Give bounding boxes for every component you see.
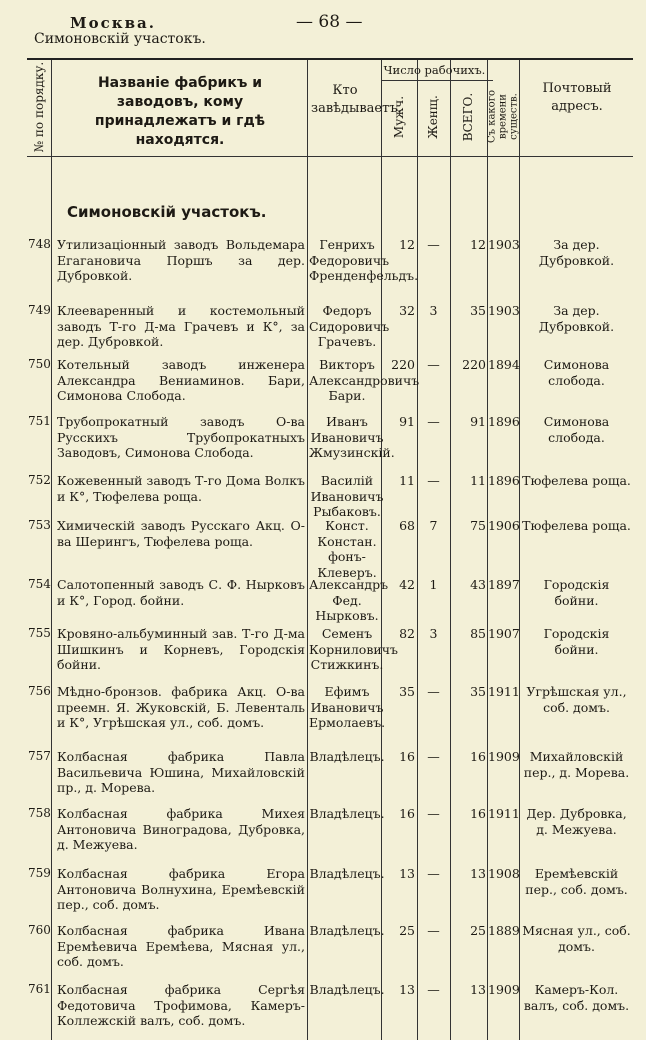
women-count: — [427, 866, 440, 881]
men-count: 91 [399, 414, 415, 429]
men-count: 16 [399, 749, 415, 764]
total-count: 13 [470, 982, 486, 997]
row-number: 753 [28, 518, 51, 532]
founded-year: 1889 [488, 923, 520, 938]
founded-year: 1909 [488, 749, 520, 764]
postal-address: Симонова слобода. [543, 414, 610, 445]
factory-name: Колбасная фабрика Егора Антоновича Волнухина, Еремѣевскiй пер., соб. домъ. [57, 866, 305, 912]
women-count: — [427, 982, 440, 997]
women-count: — [427, 473, 440, 488]
postal-address: Дер. Дубровка, д. Межуева. [526, 806, 627, 837]
manager-name: Владѣлецъ. [309, 806, 385, 821]
row-number: 752 [28, 473, 51, 487]
factory-name: Колбасная фабрика Ивана Еремѣевича Еремѣева, Мясная ул., соб. домъ. [57, 923, 305, 969]
col-header-since: Съ какого времени существ. [486, 90, 520, 143]
total-count: 85 [470, 626, 486, 641]
workers-header-rule [381, 80, 493, 81]
postal-address: Тюфелева роща. [522, 473, 631, 488]
col-header-name: Названiе фабрикъ и заводовъ, кому принадлежатъ и гдѣ находятся. [94, 75, 266, 148]
total-count: 91 [470, 414, 486, 429]
manager-name: Федоръ Сидоровичъ Грачевъ. [309, 303, 390, 349]
postal-address: Тюфелева роща. [522, 518, 631, 533]
col-header-women: Женщ. [426, 95, 440, 139]
women-count: 1 [429, 577, 438, 592]
factory-name: Колбасная фабрика Сергѣя Федотовича Трофимова, Камеръ-Коллежскiй валъ, соб. домъ. [57, 982, 305, 1028]
row-number: 751 [28, 414, 51, 428]
section-title: Симоновскiй участокъ. [67, 203, 267, 221]
col-divider [417, 60, 418, 1040]
men-count: 12 [399, 237, 415, 252]
manager-name: Александръ Фед. Нырковъ. [309, 577, 389, 623]
women-count: — [427, 357, 440, 372]
men-count: 68 [399, 518, 415, 533]
women-count: 7 [429, 518, 438, 533]
row-number: 748 [28, 237, 51, 251]
factory-name: Химическiй заводъ Русскаго Акц. О-ва Шерингъ, Тюфелева роща. [57, 518, 305, 549]
men-count: 25 [399, 923, 415, 938]
factory-name: Кожевенный заводъ Т-го Дома Волкъ и К°, Тюфелева роща. [57, 473, 305, 504]
factory-name: Салотопенный заводъ С. Ф. Нырковъ и К°, Город. бойни. [57, 577, 305, 608]
row-number: 759 [28, 866, 51, 880]
factory-name: Колбасная фабрика Михея Антоновича Виноградова, Дубровка, д. Межуева. [57, 806, 305, 852]
header-rule [27, 156, 633, 157]
postal-address: За дер. Дубровкой. [538, 237, 615, 268]
men-count: 32 [399, 303, 415, 318]
founded-year: 1909 [488, 982, 520, 997]
manager-name: Генрихъ Федоровичъ Френденфельдъ. [309, 237, 419, 283]
women-count: — [427, 806, 440, 821]
total-count: 16 [470, 806, 486, 821]
header-district: Симоновскiй участокъ. [34, 31, 206, 47]
row-number: 758 [28, 806, 51, 820]
col-header-num: № по порядку. [32, 61, 46, 153]
founded-year: 1894 [488, 357, 520, 372]
directory-table [27, 58, 633, 1040]
total-count: 35 [470, 684, 486, 699]
manager-name: Семенъ Корниловичъ Стижкинъ. [309, 626, 398, 672]
factory-name: Кровяно-альбуминный зав. Т-го Д-ма Шишкинъ и Корневъ, Городскiя бойни. [57, 626, 305, 672]
men-count: 11 [399, 473, 415, 488]
postal-address: Камеръ-Кол. валъ, соб. домъ. [523, 982, 630, 1013]
total-count: 16 [470, 749, 486, 764]
manager-name: Ефимъ Ивановичъ Ермолаевъ. [309, 684, 386, 730]
col-divider [487, 60, 488, 1040]
founded-year: 1896 [488, 473, 520, 488]
women-count: — [427, 684, 440, 699]
row-number: 749 [28, 303, 51, 317]
postal-address: Еремѣевскiй пер., соб. домъ. [525, 866, 628, 897]
men-count: 16 [399, 806, 415, 821]
manager-name: Викторъ Александровичъ Бари. [309, 357, 420, 403]
factory-name: Мѣдно-бронзов. фабрика Акц. О-ва преемн. Я. Жуковскiй, Б. Левенталь и К°, Угрѣшская ул., соб. домъ. [57, 684, 305, 730]
men-count: 42 [399, 577, 415, 592]
men-count: 13 [399, 982, 415, 997]
founded-year: 1906 [488, 518, 520, 533]
col-divider [51, 60, 52, 1040]
manager-name: Владѣлецъ. [309, 923, 385, 938]
total-count: 220 [462, 357, 486, 372]
women-count: 3 [429, 626, 438, 641]
col-header-men: Мужч. [392, 95, 406, 139]
manager-name: Конст. Констан. фонъ-Клеверъ. [317, 518, 377, 580]
row-number: 760 [28, 923, 51, 937]
postal-address: Городскiя бойни. [543, 626, 610, 657]
total-count: 43 [470, 577, 486, 592]
founded-year: 1911 [488, 684, 520, 699]
women-count: — [427, 749, 440, 764]
manager-name: Владѣлецъ. [309, 749, 385, 764]
factory-name: Клееваренный и костемольный заводъ Т-го Д-ма Грачевъ и К°, за дер. Дубровкой. [57, 303, 305, 349]
founded-year: 1911 [488, 806, 520, 821]
founded-year: 1907 [488, 626, 520, 641]
total-count: 35 [470, 303, 486, 318]
col-divider [307, 60, 308, 1040]
header-city: Москва. [70, 14, 156, 32]
factory-name: Котельный заводъ инженера Александра Вениаминов. Бари, Симонова Слобода. [57, 357, 305, 403]
total-count: 13 [470, 866, 486, 881]
row-number: 757 [28, 749, 51, 763]
postal-address: Михайловскiй пер., д. Морева. [523, 749, 630, 780]
women-count: 3 [429, 303, 438, 318]
row-number: 755 [28, 626, 51, 640]
manager-name: Василiй Ивановичъ Рыбаковъ. [310, 473, 384, 519]
men-count: 35 [399, 684, 415, 699]
col-header-manager: Кто завѣдываетъ. [311, 83, 402, 116]
men-count: 82 [399, 626, 415, 641]
founded-year: 1896 [488, 414, 520, 429]
postal-address: Мясная ул., соб. домъ. [522, 923, 631, 954]
founded-year: 1897 [488, 577, 520, 592]
total-count: 12 [470, 237, 486, 252]
postal-address: Симонова слобода. [543, 357, 610, 388]
row-number: 756 [28, 684, 51, 698]
total-count: 11 [470, 473, 486, 488]
postal-address: Угрѣшская ул., соб. домъ. [526, 684, 627, 715]
total-count: 75 [470, 518, 486, 533]
postal-address: Городскiя бойни. [543, 577, 610, 608]
women-count: — [427, 923, 440, 938]
col-header-workers: Число рабочихъ. [383, 63, 486, 77]
manager-name: Владѣлецъ. [309, 982, 385, 997]
col-header-address: Почтовый адресъ. [542, 81, 612, 114]
founded-year: 1908 [488, 866, 520, 881]
founded-year: 1903 [488, 303, 520, 318]
col-divider [450, 60, 451, 1040]
factory-name: Колбасная фабрика Павла Васильевича Юшина, Михайловскiй пр., д. Морева. [57, 749, 305, 795]
women-count: — [427, 414, 440, 429]
founded-year: 1903 [488, 237, 520, 252]
row-number: 754 [28, 577, 51, 591]
postal-address: За дер. Дубровкой. [538, 303, 615, 334]
row-number: 761 [28, 982, 51, 996]
total-count: 25 [470, 923, 486, 938]
manager-name: Иванъ Ивановичъ Жмузинскiй. [309, 414, 395, 460]
women-count: — [427, 237, 440, 252]
men-count: 13 [399, 866, 415, 881]
manager-name: Владѣлецъ. [309, 866, 385, 881]
factory-name: Утилизацiонный заводъ Вольдемара Егагановича Поршъ за дер. Дубровкой. [57, 237, 305, 283]
page-number: — 68 — [296, 12, 363, 32]
men-count: 220 [391, 357, 415, 372]
factory-name: Трубопрокатный заводъ О-ва Русскихъ Трубопрокатныхъ Заводовъ, Симонова Слобода. [57, 414, 305, 460]
row-number: 750 [28, 357, 51, 371]
col-header-total: ВСЕГО. [461, 92, 475, 142]
